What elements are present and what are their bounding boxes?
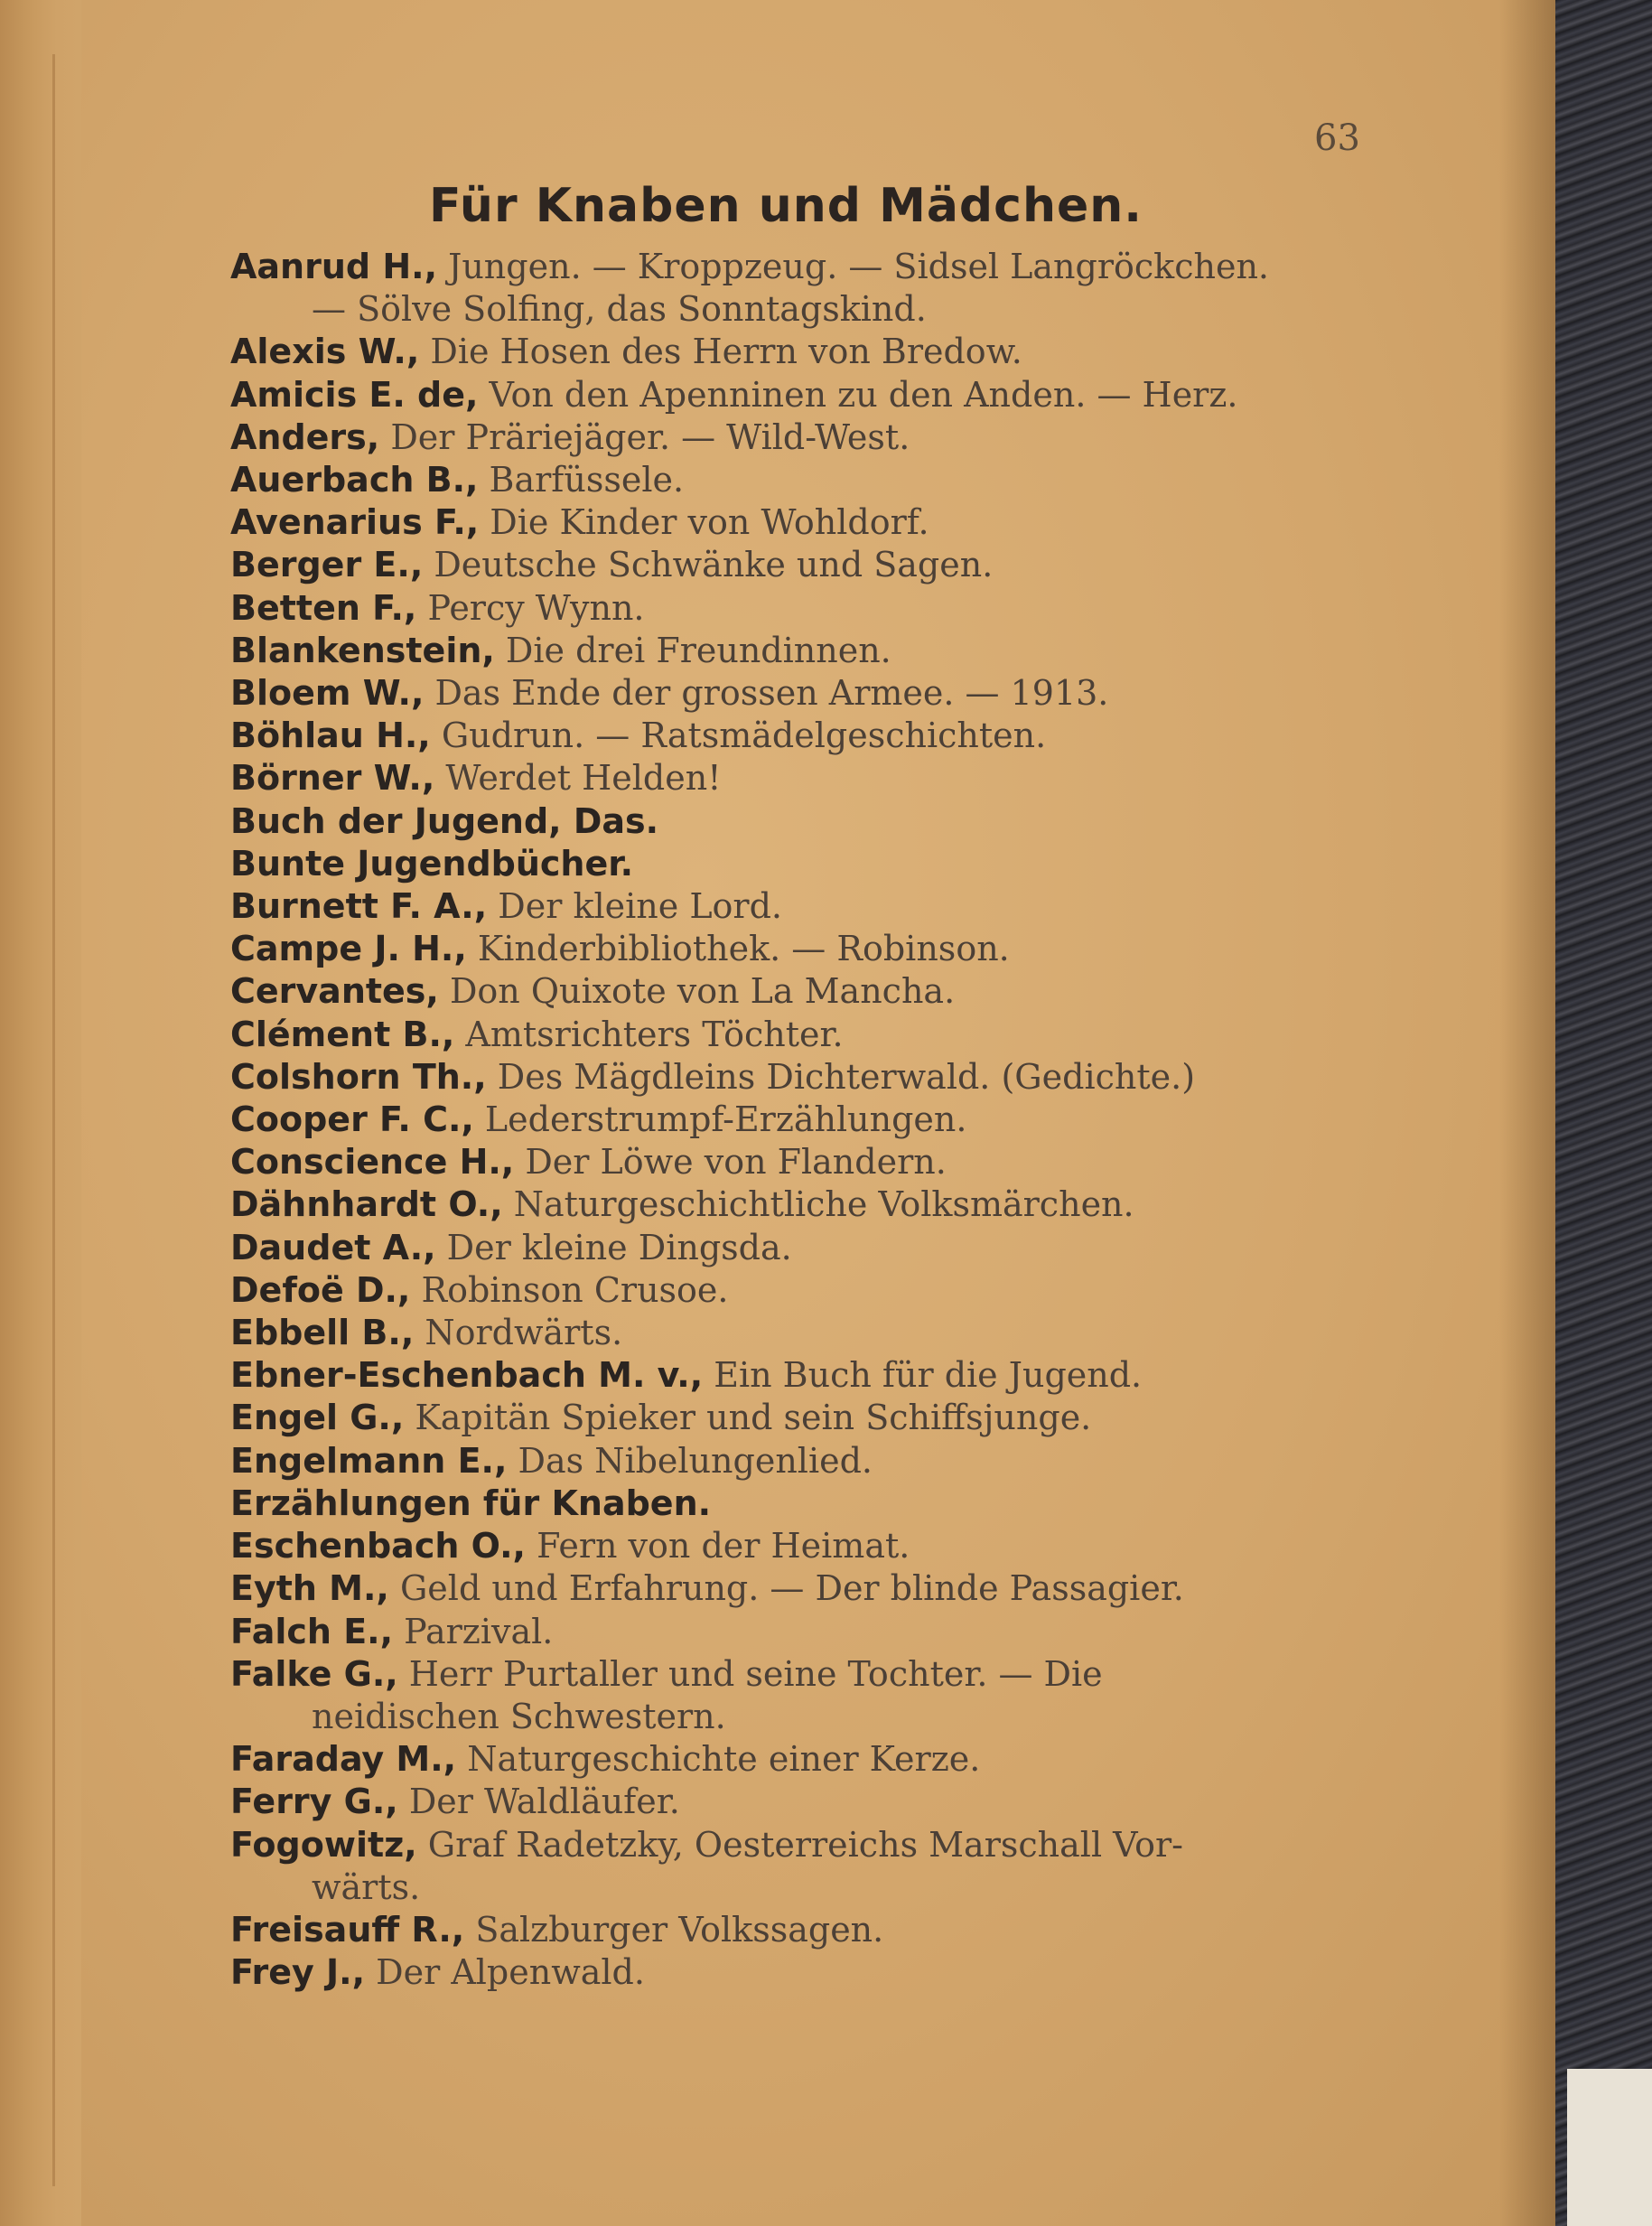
author-name: Alexis W., [230, 332, 420, 372]
list-item [230, 1056, 1368, 1099]
author-name: Ebbell B., [230, 1313, 415, 1353]
list-item [230, 715, 1368, 757]
author-name: Bunte Jugendbücher. [230, 843, 634, 884]
list-item [230, 587, 1368, 630]
list-item [230, 1951, 1368, 1994]
list-item [230, 1824, 1368, 1866]
book-fore-edge [1555, 0, 1652, 2226]
book-titles: Die Hosen des Herrn von Bredow. [419, 332, 1022, 372]
book-titles: Naturgeschichte einer Kerze. [456, 1739, 981, 1780]
list-item [230, 1269, 1368, 1312]
list-item [230, 1312, 1368, 1354]
section-heading: Für Knaben und Mädchen. [429, 179, 1143, 233]
book-titles: Das Nibelungenlied. [507, 1440, 873, 1481]
list-item [230, 501, 1368, 544]
list-item [230, 1227, 1368, 1269]
book-titles: Fern von der Heimat. [525, 1526, 910, 1567]
author-name: Erzählungen für Knaben. [230, 1482, 712, 1523]
background-strip [1567, 2069, 1652, 2226]
author-name: Avenarius F., [230, 502, 480, 543]
book-titles: Der kleine Dingsda. [435, 1227, 792, 1267]
list-item [230, 928, 1368, 970]
list-item [230, 1482, 1368, 1525]
author-name: Dähnhardt O., [230, 1184, 503, 1225]
author-name: Ebner-Eschenbach M. v., [230, 1355, 704, 1396]
list-item [230, 246, 1368, 288]
list-item [230, 416, 1368, 459]
author-name: Engel G., [230, 1398, 405, 1438]
author-name: Engelmann E., [230, 1440, 508, 1481]
list-item [230, 1183, 1368, 1226]
book-titles: Naturgeschichtliche Volksmärchen. [502, 1184, 1134, 1225]
book-titles: Graf Radetzky, Oesterreichs Marschall Vor- [416, 1824, 1184, 1865]
author-name: Bloem W., [230, 673, 425, 714]
author-name: Eschenbach O., [230, 1526, 526, 1567]
author-name: Böhlau H., [230, 716, 431, 756]
author-name: Anders, [230, 416, 380, 457]
book-titles: Geld und Erfahrung. — Der blinde Passagier. [388, 1568, 1184, 1609]
book-titles: Das Ende der grossen Armee. — 1913. [424, 673, 1109, 714]
book-titles: Der kleine Lord. [487, 886, 782, 927]
list-item [230, 757, 1368, 800]
list-item-continuation [230, 288, 1368, 331]
author-name: Buch der Jugend, Das. [230, 800, 659, 841]
list-item [230, 885, 1368, 928]
book-titles: Lederstrumpf-Erzählungen. [473, 1099, 967, 1140]
book-titles: Don Quixote von La Mancha. [438, 971, 956, 1012]
list-item-continuation [230, 1866, 1368, 1909]
list-item [230, 1354, 1368, 1397]
list-item [230, 1909, 1368, 1951]
list-item [230, 1014, 1368, 1056]
book-titles: Amtsrichters Töchter. [454, 1014, 844, 1054]
book-titles: Des Mägdleins Dichterwald. (Gedichte.) [486, 1056, 1196, 1097]
list-item [230, 672, 1368, 715]
book-titles: Ein Buch für die Jugend. [703, 1355, 1143, 1396]
list-item [230, 630, 1368, 672]
book-titles: — Sölve Solfing, das Sonntagskind. [312, 289, 927, 330]
author-name: Burnett F. A., [230, 886, 488, 927]
author-name: Colshorn Th., [230, 1056, 487, 1097]
author-name: Auerbach B., [230, 460, 479, 500]
book-titles: Gudrun. — Ratsmädelgeschichten. [430, 716, 1047, 756]
book-titles: Deutsche Schwänke und Sagen. [423, 545, 994, 585]
book-titles: Werdet Helden! [434, 758, 722, 799]
author-name: Blankenstein, [230, 630, 495, 670]
book-titles: Der Waldläufer. [397, 1782, 680, 1822]
book-titles: Parzival. [393, 1611, 554, 1651]
author-name: Falch E., [230, 1611, 394, 1651]
book-titles: Salzburger Volkssagen. [464, 1909, 884, 1950]
list-item [230, 1781, 1368, 1823]
list-item [230, 1738, 1368, 1781]
list-item [230, 544, 1368, 586]
author-name: Clément B., [230, 1014, 455, 1054]
author-name: Freisauff R., [230, 1909, 465, 1950]
author-name: Daudet A., [230, 1227, 436, 1267]
list-item [230, 1141, 1368, 1183]
page-edge-shadow [1499, 0, 1555, 2226]
list-item [230, 1567, 1368, 1610]
author-name: Cooper F. C., [230, 1099, 474, 1140]
list-item [230, 459, 1368, 501]
author-name: Defoë D., [230, 1269, 411, 1310]
author-name: Fogowitz, [230, 1824, 417, 1865]
author-name: Campe J. H., [230, 929, 467, 969]
book-titles: Jungen. — Kroppzeug. — Sidsel Langröckchen. [437, 247, 1269, 286]
book-titles: Kinderbibliothek. — Robinson. [466, 929, 1010, 969]
gutter-crease [52, 54, 55, 2186]
list-item [230, 374, 1368, 416]
book-list [230, 246, 1368, 1994]
list-item [230, 970, 1368, 1013]
book-titles: Die drei Freundinnen. [494, 630, 891, 670]
book-titles: Herr Purtaller und seine Tochter. — Die [397, 1653, 1103, 1694]
list-item [230, 1099, 1368, 1141]
list-item [230, 843, 1368, 885]
author-name: Betten F., [230, 587, 417, 628]
author-name: Frey J., [230, 1952, 366, 1993]
book-titles: Barfüssele. [478, 460, 685, 500]
author-name: Conscience H., [230, 1142, 515, 1183]
author-name: Ferry G., [230, 1782, 398, 1822]
book-titles: Von den Apenninen zu den Anden. — Herz. [478, 374, 1238, 415]
list-item [230, 1525, 1368, 1567]
book-titles: Kapitän Spieker und sein Schiffsjunge. [404, 1398, 1092, 1438]
list-item [230, 1653, 1368, 1696]
author-name: Berger E., [230, 545, 424, 585]
author-name: Eyth M., [230, 1568, 389, 1609]
book-titles: Die Kinder von Wohldorf. [479, 502, 929, 543]
author-name: Amicis E. de, [230, 374, 479, 415]
list-item [230, 331, 1368, 373]
book-titles: Percy Wynn. [416, 587, 645, 628]
list-item [230, 1440, 1368, 1482]
list-item [230, 800, 1368, 843]
author-name: Aanrud H., [230, 247, 438, 286]
book-titles: Der Präriejäger. — Wild-West. [379, 416, 910, 457]
author-name: Cervantes, [230, 971, 439, 1012]
book-titles: wärts. [312, 1866, 421, 1907]
book-titles: Robinson Crusoe. [410, 1269, 729, 1310]
book-titles: Der Löwe von Flandern. [514, 1142, 947, 1183]
page-number: 63 [1314, 117, 1360, 159]
list-item [230, 1397, 1368, 1439]
book-titles: Nordwärts. [414, 1313, 623, 1353]
author-name: Faraday M., [230, 1739, 457, 1780]
author-name: Falke G., [230, 1653, 398, 1694]
list-item-continuation [230, 1696, 1368, 1738]
binding-gutter [0, 0, 81, 2226]
book-titles: neidischen Schwestern. [312, 1696, 726, 1736]
list-item [230, 1611, 1368, 1653]
book-titles: Der Alpenwald. [365, 1952, 645, 1993]
author-name: Börner W., [230, 758, 435, 799]
